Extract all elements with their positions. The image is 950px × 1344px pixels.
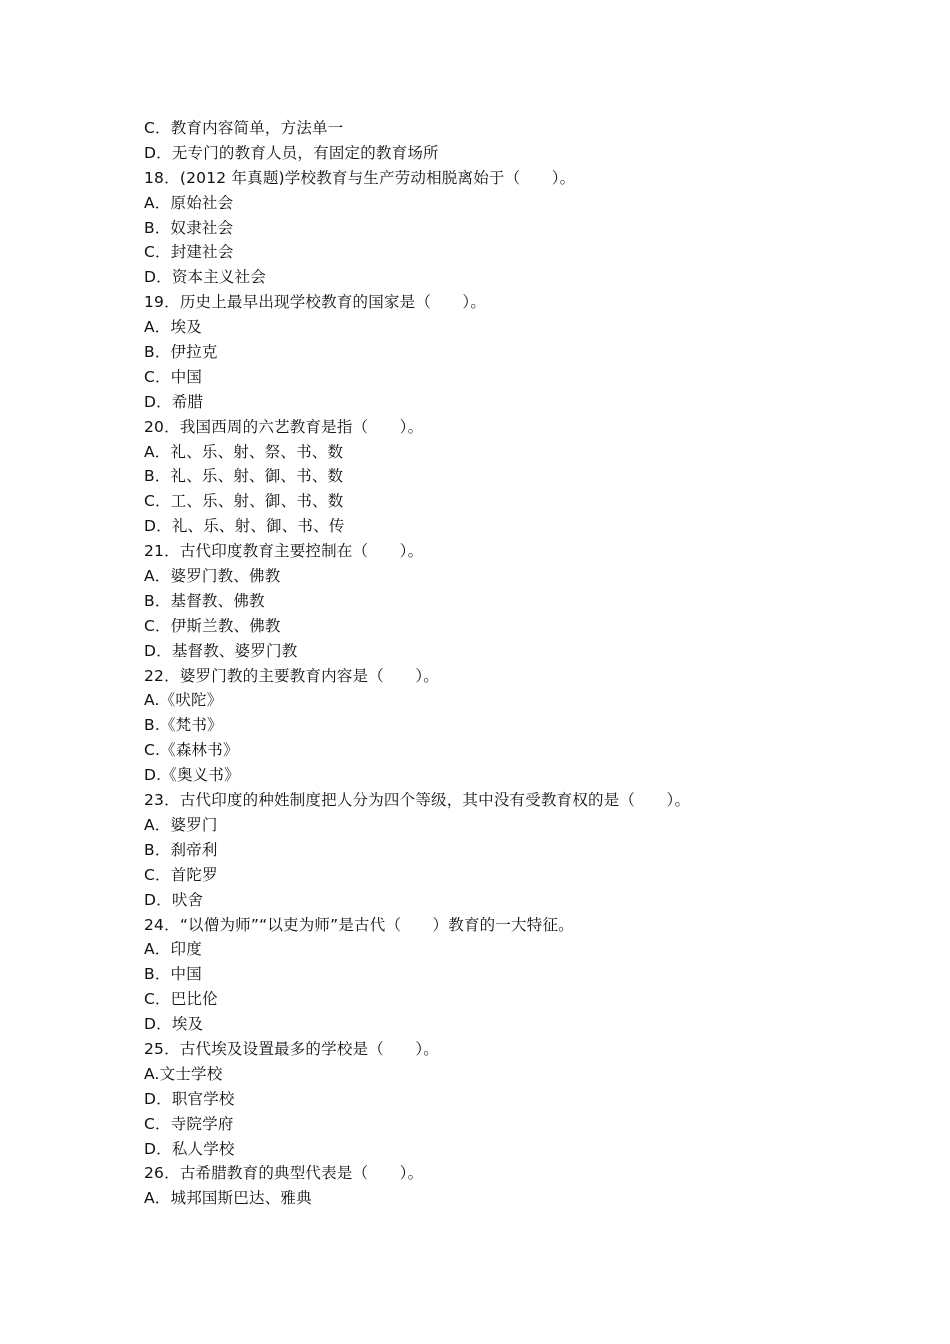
answer-option: B.《梵书》 <box>144 716 223 735</box>
answer-option: B．基督教、佛教 <box>144 591 265 610</box>
answer-option: C．寺院学府 <box>144 1114 234 1133</box>
answer-option: A．礼、乐、射、祭、书、数 <box>144 442 344 461</box>
answer-option: A．城邦国斯巴达、雅典 <box>144 1189 312 1208</box>
question-stem: 24．“以僧为师”“以吏为师”是古代（ ）教育的一大特征。 <box>144 915 574 934</box>
answer-option: C．首陀罗 <box>144 865 218 884</box>
question-stem: 23．古代印度的种姓制度把人分为四个等级，其中没有受教育权的是（ ）。 <box>144 791 691 810</box>
answer-option: D.《奥义书》 <box>144 766 240 785</box>
answer-option: A．婆罗门 <box>144 815 218 834</box>
answer-option: A．原始社会 <box>144 193 234 212</box>
answer-option: A．婆罗门教、佛教 <box>144 567 281 586</box>
answer-option: D．礼、乐、射、御、书、传 <box>144 517 345 536</box>
question-list <box>144 116 844 1211</box>
question-stem: 20．我国西周的六艺教育是指（ ）。 <box>144 417 424 436</box>
answer-option: C．伊斯兰教、佛教 <box>144 616 281 635</box>
answer-option: D．无专门的教育人员，有固定的教育场所 <box>144 143 439 162</box>
answer-option: D．埃及 <box>144 1015 204 1034</box>
question-stem: 18．(2012 年真题)学校教育与生产劳动相脱离始于（ ）。 <box>144 168 576 187</box>
answer-option: C．巴比伦 <box>144 990 218 1009</box>
answer-option: D．资本主义社会 <box>144 268 267 287</box>
answer-option: B．中国 <box>144 965 202 984</box>
answer-option: D．吠舍 <box>144 890 204 909</box>
answer-option: B．礼、乐、射、御、书、数 <box>144 467 344 486</box>
question-stem: 25．古代埃及设置最多的学校是（ ）。 <box>144 1039 439 1058</box>
answer-option: B．刹帝利 <box>144 840 218 859</box>
answer-option: B．奴隶社会 <box>144 218 234 237</box>
answer-option: D．职官学校 <box>144 1089 235 1108</box>
question-stem: 21．古代印度教育主要控制在（ ）。 <box>144 542 424 561</box>
question-stem: 26．古希腊教育的典型代表是（ ）。 <box>144 1164 424 1183</box>
answer-option: D．希腊 <box>144 392 204 411</box>
answer-option: A.《吠陀》 <box>144 691 223 710</box>
answer-option: C．中国 <box>144 367 203 386</box>
answer-option: D．基督教、婆罗门教 <box>144 641 298 660</box>
answer-option: C.《森林书》 <box>144 741 239 760</box>
answer-option: A．埃及 <box>144 318 202 337</box>
answer-option: C．工、乐、射、御、书、数 <box>144 492 344 511</box>
answer-option: B．伊拉克 <box>144 343 218 362</box>
question-stem: 22．婆罗门教的主要教育内容是（ ）。 <box>144 666 439 685</box>
answer-option: C．教育内容简单，方法单一 <box>144 119 344 137</box>
question-stem: 19．历史上最早出现学校教育的国家是（ ）。 <box>144 293 487 312</box>
answer-option: A.文士学校 <box>144 1064 223 1083</box>
answer-option: D．私人学校 <box>144 1139 235 1158</box>
answer-option: A．印度 <box>144 940 202 959</box>
answer-option: C．封建社会 <box>144 243 234 262</box>
